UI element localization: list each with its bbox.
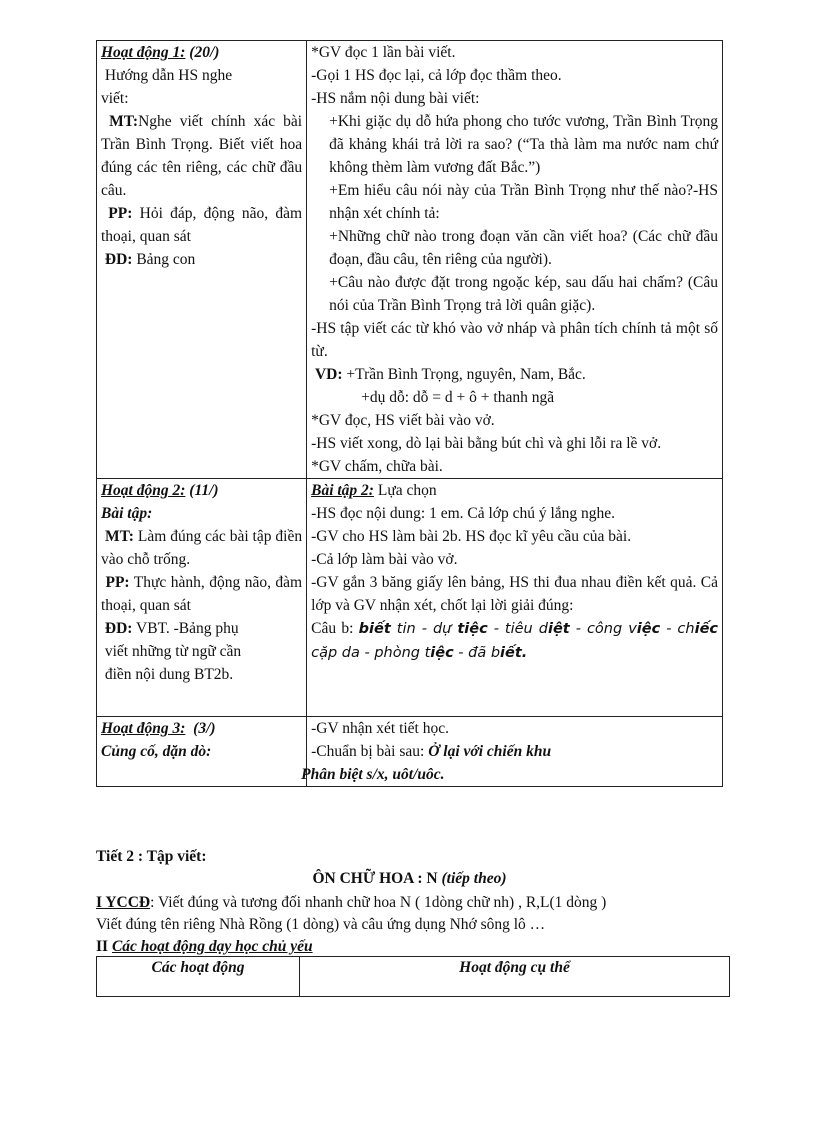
detail-line: -HS nắm nội dung bài viết: xyxy=(311,90,480,107)
answer-text xyxy=(311,621,718,661)
detail-line: *GV đọc 1 lần bài viết. xyxy=(311,44,456,61)
detail-line: -HS đọc nội dung: 1 em. Cả lớp chú ý lắng nghe. xyxy=(311,505,616,522)
answer-line: Câu b: biết tin - dự tiệc - tiêu diệt - công việc - chiếc cặp da - phòng tiệc - đã biết. xyxy=(311,620,718,661)
activity-row-1 xyxy=(97,41,723,479)
example-line-2: +dụ dỗ: dỗ = d + ô + thanh ngã xyxy=(361,389,555,406)
lesson-title: ÔN CHỮ HOA : N (tiếp theo) xyxy=(312,870,507,887)
activity-1-cell xyxy=(97,41,307,479)
detail-line: Phân biệt s/x, uôt/uôc. xyxy=(301,766,445,783)
answer-highlight: iệt xyxy=(547,621,570,637)
answer-segment: - công v xyxy=(569,621,637,637)
answer-segment: - tiêu d xyxy=(487,621,548,637)
detail-question: +Những chữ nào trong đoạn văn cần viết hoa? (Các chữ đầu đoạn, đầu câu, tên riêng của người). xyxy=(329,228,718,268)
activity-1-objective: MT:Nghe viết chính xác bài Trần Bình Trọng. Biết viết hoa đúng các tên riêng, các chữ đầu câu. xyxy=(101,113,303,199)
spacer xyxy=(101,686,302,716)
activity-1-detail-cell xyxy=(307,41,723,479)
activity-2-materials-3: điền nội dung BT2b. xyxy=(104,666,234,683)
detail-question: +Em hiểu câu nói này của Trần Bình Trọng như thế nào?-HS nhận xét chính tả: xyxy=(329,182,718,222)
detail-line: -GV nhận xét tiết học. xyxy=(311,720,449,737)
answer-segment: cặp da - phòng t xyxy=(311,645,431,661)
activity-2-materials: ĐD: VBT. -Bảng phụ xyxy=(104,620,239,637)
activity-1-title: Hướng dẫn HS nghe xyxy=(104,67,233,84)
activity-2-method: PP: Thực hành, động não, đàm thoại, quan sát xyxy=(101,574,303,614)
detail-line: *GV chấm, chữa bài. xyxy=(311,458,443,475)
answer-highlight: biết xyxy=(358,621,391,637)
exercise-heading: Bài tập 2: Lựa chọn xyxy=(311,482,437,499)
requirements-line: I YCCĐ: Viết đúng và tương đối nhanh chữ hoa N ( 1dòng chữ nh) , R,L(1 dòng ) xyxy=(96,894,607,911)
detail-line: -HS viết xong, dò lại bài bằng bút chì và ghi lỗi ra lề vở. xyxy=(311,435,662,452)
period-heading: Tiết 2 : Tập viết: xyxy=(96,848,207,865)
activity-1-materials: ĐD: Bảng con xyxy=(104,251,196,268)
activity-3-heading: Hoạt động 3: (3/) xyxy=(101,720,216,737)
detail-line: -Cả lớp làm bài vào vở. xyxy=(311,551,458,568)
lesson-plan-table xyxy=(96,40,723,787)
activity-2-heading: Hoạt động 2: (11/) xyxy=(101,482,219,499)
activity-2-detail-cell xyxy=(307,479,723,717)
example-line: VD: +Trần Bình Trọng, nguyên, Nam, Bắc. xyxy=(314,366,586,383)
activity-1-method: PP: Hỏi đáp, động não, đàm thoại, quan sát xyxy=(101,205,303,245)
column-header-activities: Các hoạt động xyxy=(97,957,300,997)
answer-highlight: iệc xyxy=(636,621,661,637)
activities-header-row xyxy=(97,957,730,997)
answer-segment: - ch xyxy=(660,621,695,637)
activity-3-subtitle: Củng cố, dặn dò: xyxy=(101,743,212,760)
detail-question: +Khi giặc dụ dỗ hứa phong cho tước vương, Trần Bình Trọng đã khảng khái trả lời ra sao? (“Ta thà làm ma nước nam chứ không thèm làm vương đất Bắc.”) xyxy=(329,113,718,176)
answer-segment: - đã b xyxy=(453,645,501,661)
answer-highlight: iết. xyxy=(500,645,528,661)
detail-line: *GV đọc, HS viết bài vào vở. xyxy=(311,412,495,429)
answer-segment: tin - dự xyxy=(390,621,458,637)
activity-2-materials-2: viết những từ ngữ cần xyxy=(104,643,242,660)
activity-1-title-2: viết: xyxy=(101,90,129,107)
activity-2-objective: MT: Làm đúng các bài tập điền vào chỗ trống. xyxy=(101,528,303,568)
activities-table xyxy=(96,956,730,997)
activity-3-detail-cell xyxy=(301,717,723,787)
detail-line: -GV gắn 3 băng giấy lên bảng, HS thi đua nhau điền kết quả. Cả lớp và GV nhận xét, chốt lại lời giải đúng: xyxy=(311,574,718,614)
activity-row-2 xyxy=(97,479,723,717)
detail-line: -Gọi 1 HS đọc lại, cả lớp đọc thầm theo. xyxy=(311,67,562,84)
answer-highlight: tiệc xyxy=(457,621,488,637)
column-header-details: Hoạt động cụ thể xyxy=(300,957,730,997)
activity-row-3 xyxy=(97,717,723,787)
activity-2-subtitle: Bài tập: xyxy=(101,505,153,522)
detail-line: -HS tập viết các từ khó vào vở nháp và phân tích chính tả một số từ. xyxy=(311,320,718,360)
activity-1-heading: Hoạt động 1: (20/) xyxy=(101,44,220,61)
answer-highlight: iệc xyxy=(430,645,454,661)
detail-line: -GV cho HS làm bài 2b. HS đọc kĩ yêu cầu của bài. xyxy=(311,528,632,545)
activity-3-cell xyxy=(97,717,307,787)
answer-highlight: iếc xyxy=(694,621,718,637)
requirements-line-2: Viết đúng tên riêng Nhà Rồng (1 dòng) và câu ứng dụng Nhớ sông lô … xyxy=(96,916,546,933)
detail-line: -Chuẩn bị bài sau: Ở lại với chiến khu xyxy=(311,743,552,760)
activity-2-cell xyxy=(97,479,307,717)
activities-heading: II Các hoạt động dạy học chủ yếu xyxy=(96,938,313,955)
detail-question: +Câu nào được đặt trong ngoặc kép, sau dấu hai chấm? (Câu nói của Trần Bình Trọng trả lời quân giặc). xyxy=(329,274,718,314)
